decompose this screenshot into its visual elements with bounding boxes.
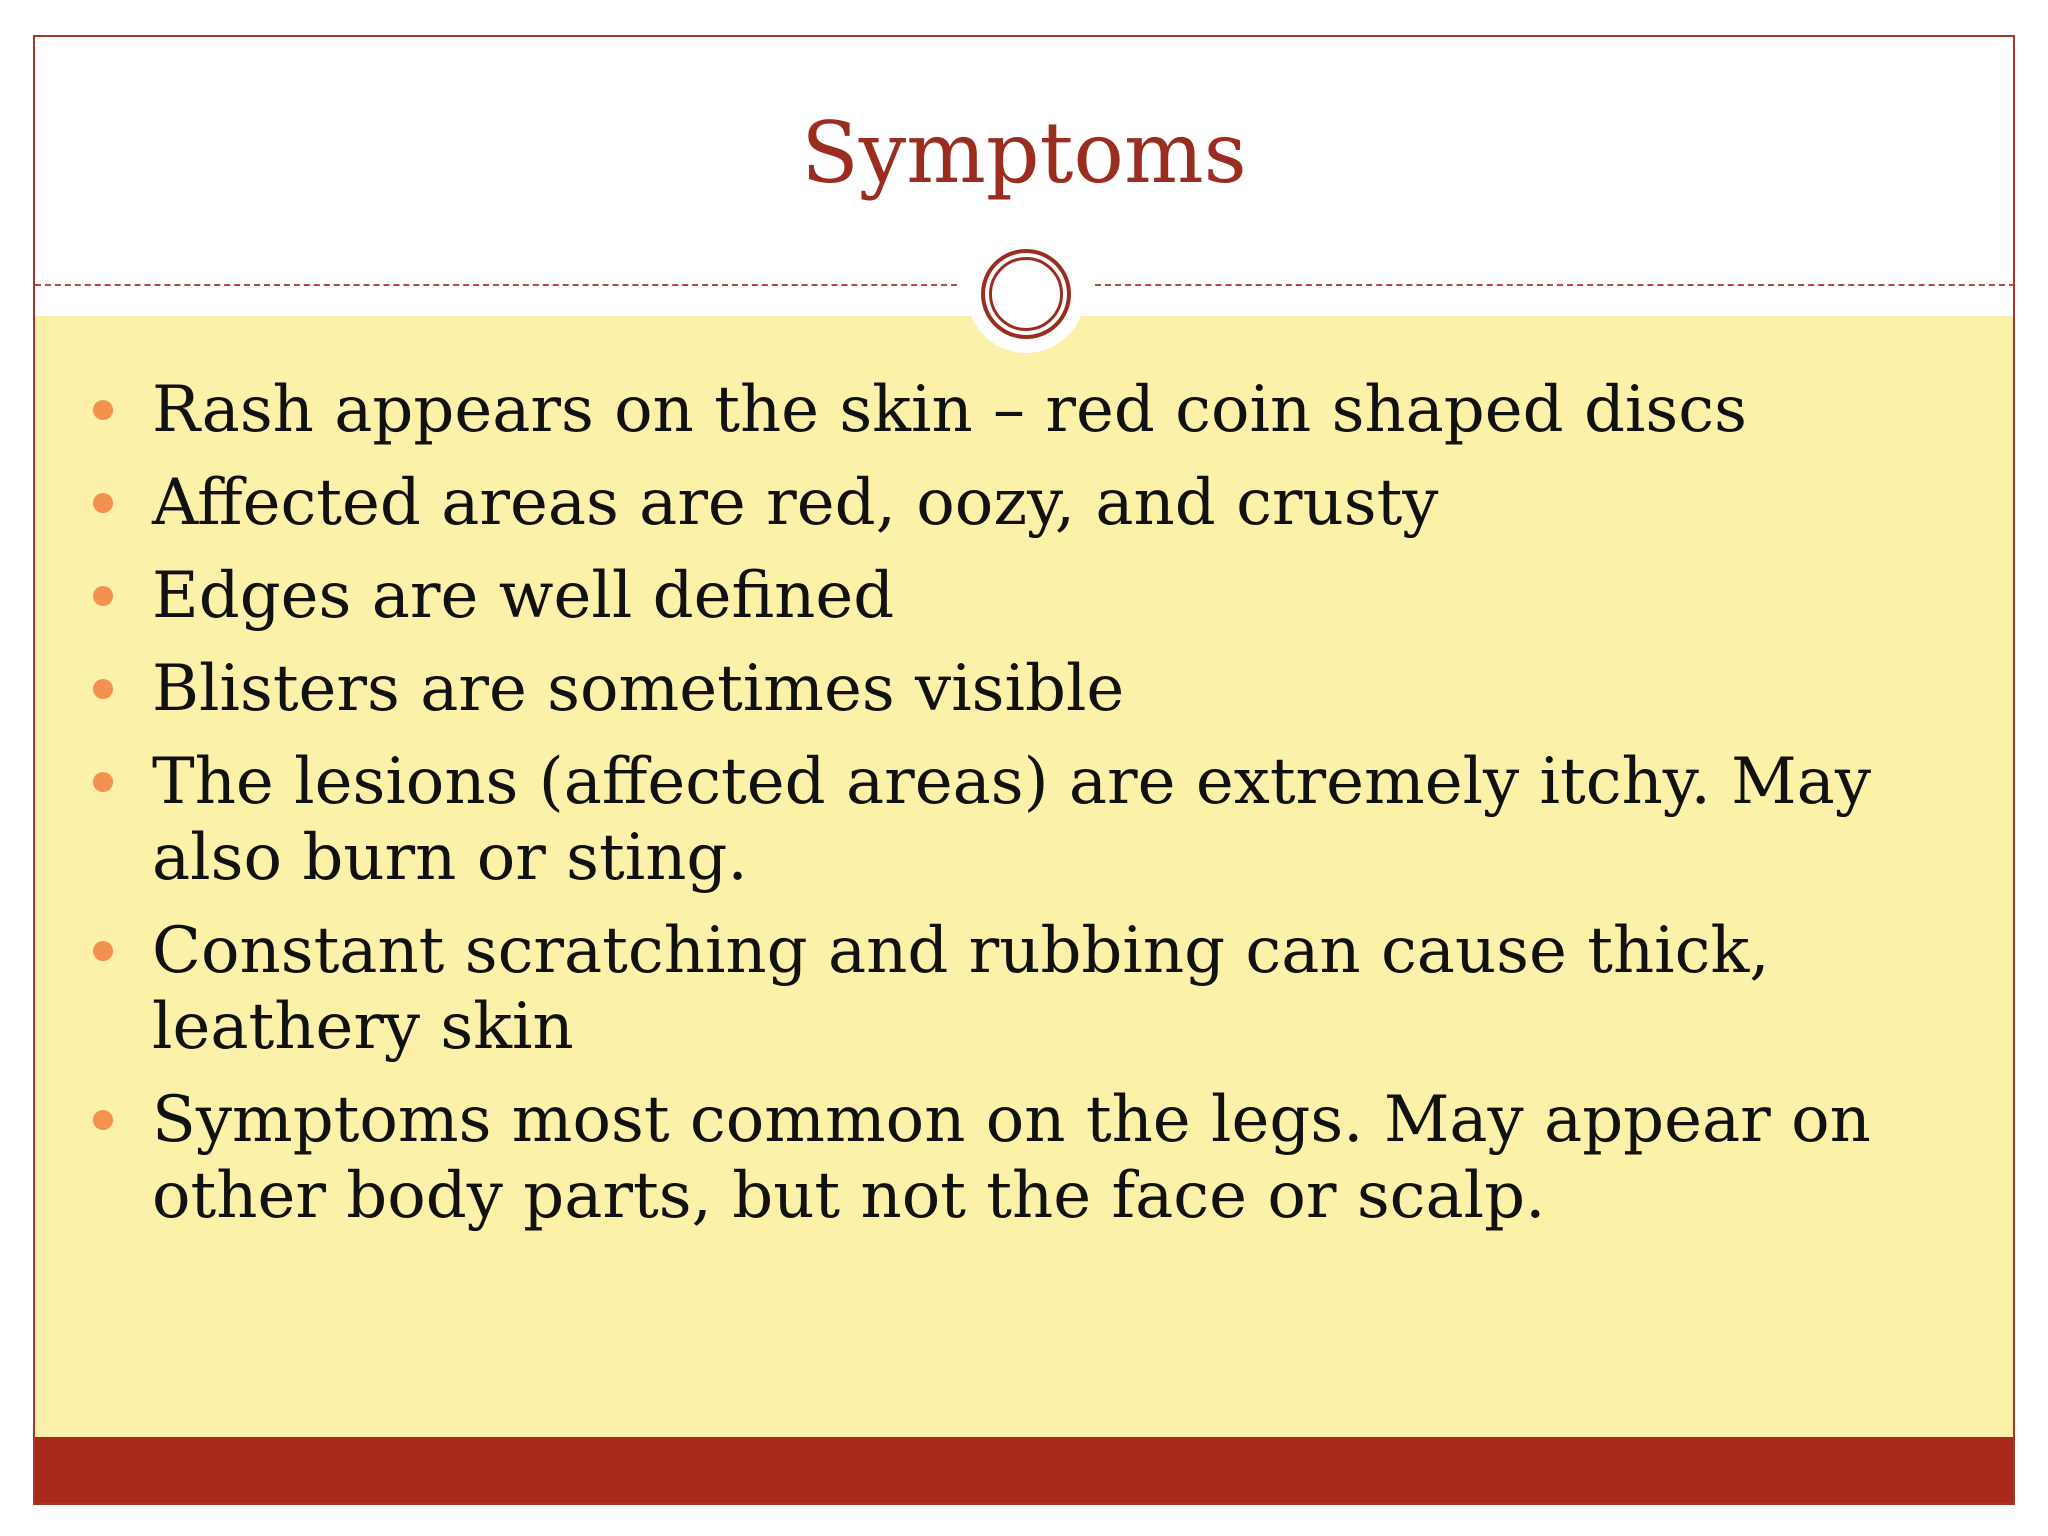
bullet-item — [35, 913, 2013, 1065]
bullet-item — [35, 1082, 2013, 1234]
bullet-item — [35, 651, 2013, 727]
bullet-item — [35, 372, 2013, 448]
bullet-item — [35, 558, 2013, 634]
slide-title: Symptoms — [801, 104, 1247, 202]
bullet-text: Edges are well defined — [152, 559, 895, 633]
header-divider-left — [35, 284, 957, 286]
ornament-inner-ring — [989, 257, 1063, 331]
bullet-text: Rash appears on the skin – red coin shaped discs — [152, 373, 1747, 447]
bullet-dot-icon — [93, 941, 113, 961]
bullet-dot-icon — [93, 772, 113, 792]
bullet-dot-icon — [93, 1110, 113, 1130]
bullet-dot-icon — [93, 400, 113, 420]
header-divider-right — [1095, 284, 2015, 286]
bullet-dot-icon — [93, 493, 113, 513]
bullet-text: Symptoms most common on the legs. May appear on other body parts, but not the face or scalp. — [152, 1083, 1871, 1233]
bullet-text: Affected areas are red, oozy, and crusty — [152, 466, 1439, 540]
slide-content-area — [35, 316, 2013, 1437]
bullet-text: The lesions (affected areas) are extremely itchy. May also burn or sting. — [152, 745, 1871, 895]
bullet-text: Constant scratching and rubbing can cause thick, leathery skin — [152, 914, 1770, 1064]
bullet-item — [35, 744, 2013, 896]
bullet-item — [35, 465, 2013, 541]
bullet-dot-icon — [93, 586, 113, 606]
footer-bar — [35, 1437, 2013, 1505]
slide — [33, 35, 2015, 1505]
bullet-text: Blisters are sometimes visible — [152, 652, 1125, 726]
bullet-dot-icon — [93, 679, 113, 699]
circle-ornament-icon — [967, 235, 1085, 353]
bullet-list — [35, 372, 2013, 1251]
